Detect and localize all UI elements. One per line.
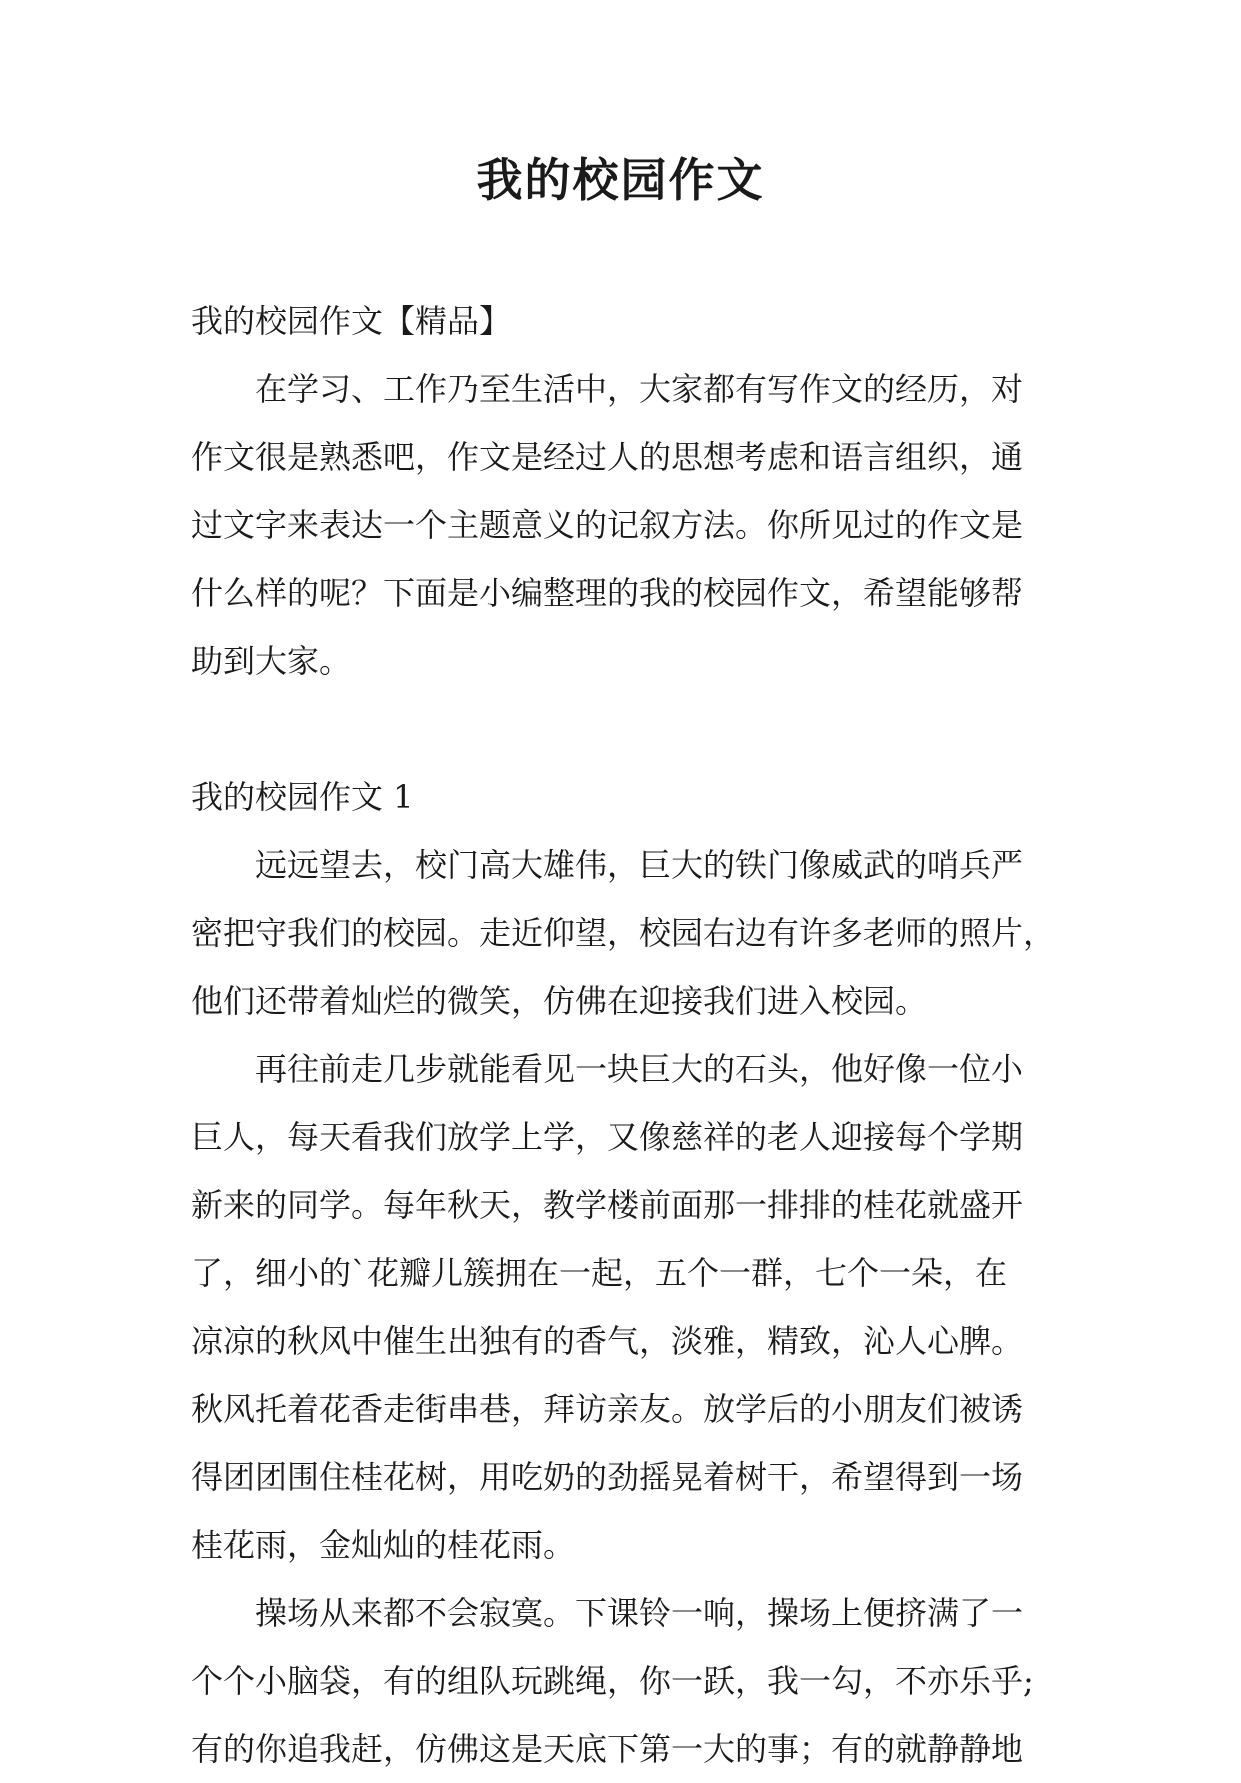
paragraph-line: 有的你追我赶，仿佛这是天底下第一大的事；有的就静静地	[191, 1730, 1024, 1768]
document-body	[191, 287, 1061, 1783]
paragraph-line: 再往前走几步就能看见一块巨大的石头，他好像一位小	[255, 1050, 1024, 1088]
page-title: 我的校园作文	[476, 153, 765, 207]
paragraph-line: 他们还带着灿烂的微笑，仿佛在迎接我们进入校园。	[191, 982, 928, 1020]
paragraph-line: 过文字来表达一个主题意义的记叙方法。你所见过的作文是	[191, 506, 1024, 544]
paragraph-line: 助到大家。	[191, 642, 352, 680]
paragraph-line: 凉凉的秋风中催生出独有的香气，淡雅，精致，沁人心脾。	[191, 1322, 1024, 1360]
paragraph-line: 了，细小的`花瓣儿簇拥在一起，五个一群，七个一朵，在	[191, 1254, 1008, 1292]
paragraph-2	[191, 1035, 1061, 1579]
paragraph-line: 操场从来都不会寂寞。下课铃一响，操场上便挤满了一	[255, 1594, 1024, 1632]
paragraph-line: 远远望去，校门高大雄伟，巨大的铁门像威武的哨兵严	[255, 846, 1024, 884]
paragraph-3	[191, 1579, 1061, 1783]
paragraph-line: 密把守我们的校园。走近仰望，校园右边有许多老师的照片，	[191, 914, 1056, 952]
paragraph-line: 桂花雨，金灿灿的桂花雨。	[191, 1526, 576, 1564]
paragraph-line: 个个小脑袋，有的组队玩跳绳，你一跃，我一勾，不亦乐乎;	[191, 1662, 1034, 1700]
intro-heading: 我的校园作文【精品】	[191, 302, 512, 340]
paragraph-line: 什么样的呢？下面是小编整理的我的校园作文，希望能够帮	[191, 574, 1024, 612]
section-spacer	[191, 695, 1061, 763]
section-heading: 我的校园作文 1	[191, 778, 414, 816]
paragraph-line: 新来的同学。每年秋天，教学楼前面那一排排的桂花就盛开	[191, 1186, 1024, 1224]
paragraph-line: 巨人，每天看我们放学上学，又像慈祥的老人迎接每个学期	[191, 1118, 1024, 1156]
paragraph-line: 作文很是熟悉吧，作文是经过人的思想考虑和语言组织，通	[191, 438, 1024, 476]
intro-paragraph	[191, 355, 1061, 695]
paragraph-line: 得团团围住桂花树，用吃奶的劲摇晃着树干，希望得到一场	[191, 1458, 1024, 1496]
paragraph-1	[191, 831, 1061, 1035]
paragraph-line: 秋风托着花香走街串巷，拜访亲友。放学后的小朋友们被诱	[191, 1390, 1024, 1428]
paragraph-line: 在学习、工作乃至生活中，大家都有写作文的经历，对	[255, 370, 1024, 408]
